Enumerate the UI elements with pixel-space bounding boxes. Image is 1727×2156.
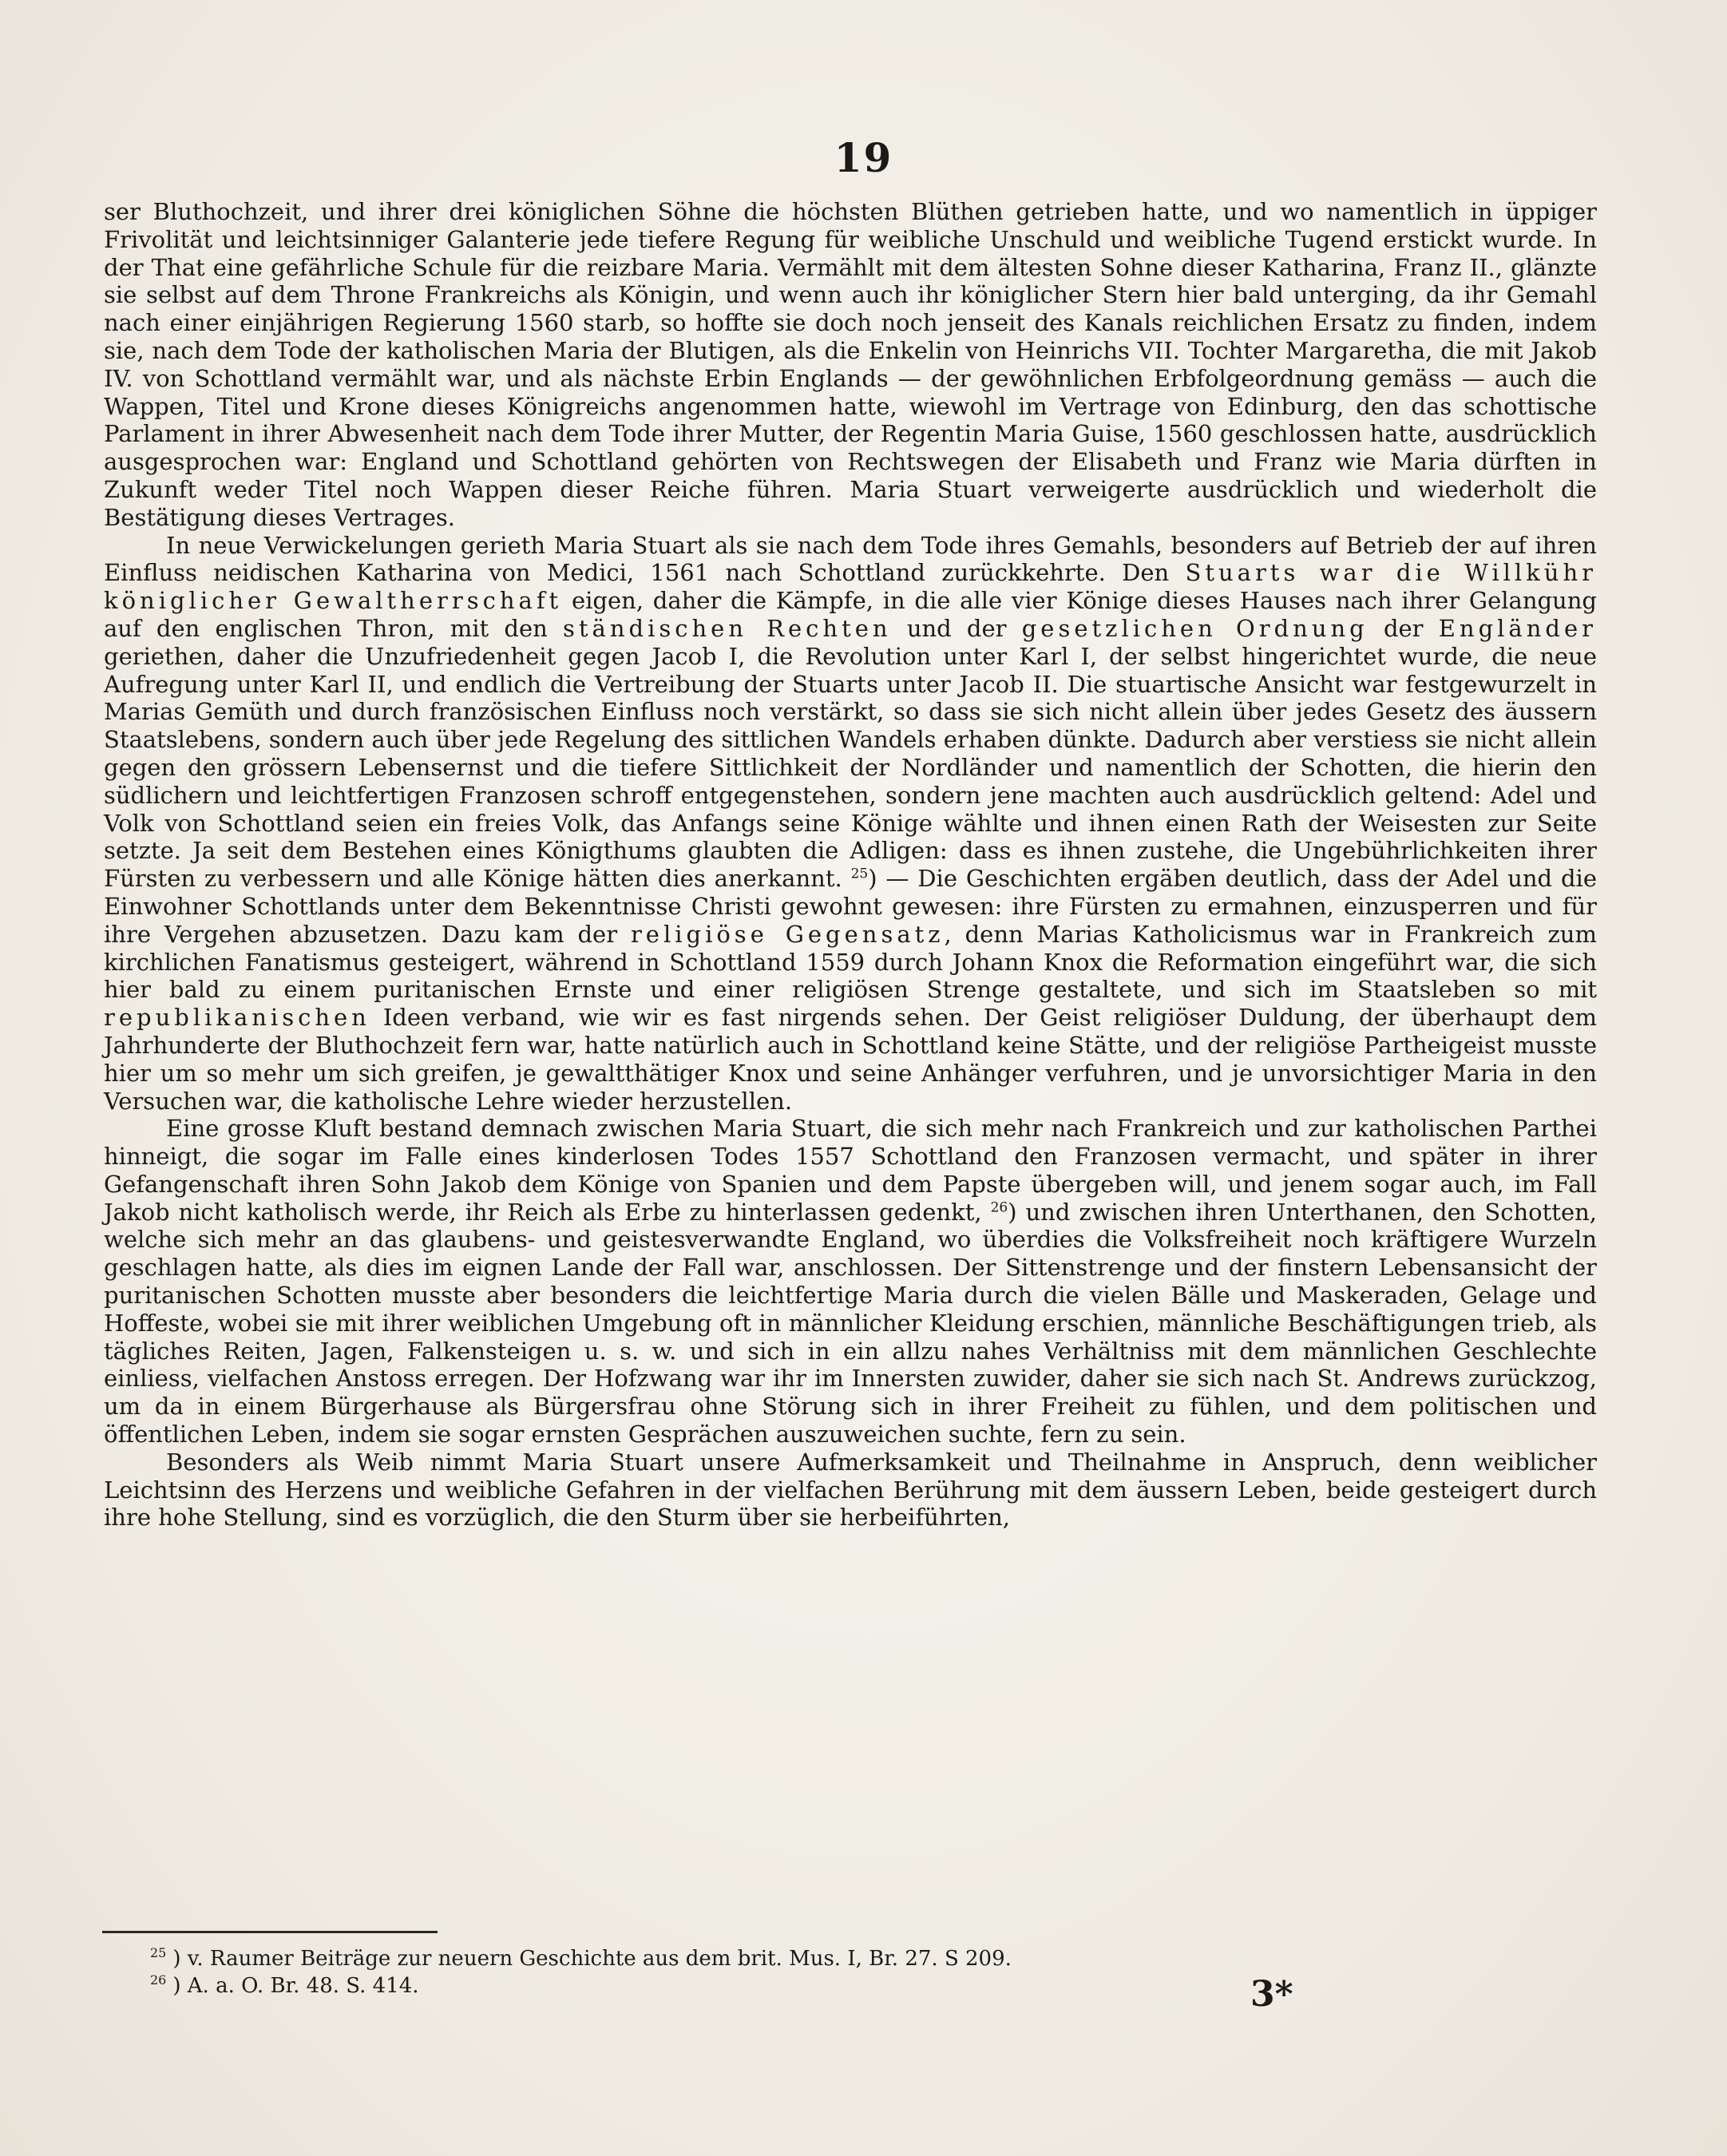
footnote-mark: 26 <box>150 1972 167 1988</box>
footnotes <box>150 1945 1348 1999</box>
paragraph <box>104 198 1597 532</box>
footnote <box>150 1972 1348 1999</box>
text-run: der <box>1368 614 1439 642</box>
text-run: ser Bluthochzeit, und ihrer drei königlichen Söhne die höchsten Blüthen getrieben hatte, und wo namentlich in üppiger Frivolität und leichtsinniger Galanterie jede tiefere Regung für weibliche Unschuld und weibliche Tugend erstickt wurde. In der That eine gefährliche Schule für die reizbare Maria. Vermählt mit dem ältesten Sohne dieser Katharina, Franz II., glänzte sie selbst auf dem Throne Frankreichs als Königin, und wenn auch ihr königlicher Stern hier bald unterging, da ihr Gemahl nach einer einjährigen Regierung 1560 starb, so hoffte sie doch noch jenseit des Kanals reichlichen Ersatz zu finden, indem sie, nach dem Tode der katholischen Maria der Blutigen, als die Enkelin von Heinrichs VII. Tochter Margaretha, die mit Jakob IV. von Schottland vermählt war, und als nächste Erbin Englands — der gewöhnlichen Erbfolgeordnung gemäss — auch die Wappen, Titel und Krone dieses Königreichs angenommen hatte, wiewohl im Vertrage von Edinburg, den das schottische Parlament in ihrer Abwesenheit nach dem Tode ihrer Mutter, der Regentin Maria Guise, 1560 geschlossen hatte, ausdrücklich ausgesprochen war: England und Schottland gehörten von Rechtswegen der Elisabeth und Franz wie Maria dürften in Zukunft weder Titel noch Wappen dieser Reiche führen. Maria Stuart verweigerte ausdrücklich und wiederholt die Bestätigung dieses Vertrages. <box>104 198 1597 531</box>
text-run: ) — Die Geschichten ergäben deutlich, dass der Adel und die Einwohner Schottlands unter dem Bekenntnisse Christi gewohnt gewesen: ihre Fürsten zu ermahnen, einzusperren und für ihre Vergehen abzusetzen. Dazu kam der <box>104 865 1597 948</box>
footnote-paren: ) <box>172 1974 188 1998</box>
text-run: In neue Verwickelungen gerieth Maria Stuart als sie nach dem Tode ihres Gemahls, besonders auf Betrieb der auf ihren Einfluss neidischen Katharina von Medici, 1561 nach Schottland zurückkehrte. Den <box>104 531 1597 587</box>
spaced-emphasis: Engländer <box>1438 614 1597 642</box>
spaced-emphasis: religiöse Gegensatz <box>630 920 945 948</box>
text-run: und der <box>891 614 1022 642</box>
footnote-reference: 26 <box>990 1199 1008 1216</box>
page-number: 19 <box>834 134 893 181</box>
footnote-mark: 25 <box>150 1945 167 1961</box>
footnote-text: A. a. O. Br. 48. S. 414. <box>187 1974 419 1998</box>
text-run: ) und zwischen ihren Unterthanen, den Schotten, welche sich mehr an das glaubens- und geistesverwandte England, wo überdies die Volksfreiheit noch kräftigere Wurzeln geschlagen hatte, als dies im eignen Lande der Fall war, anschlossen. Der Sittenstrenge und der finstern Lebensansicht der puritanischen Schotten musste aber besonders die leichtfertige Maria durch die vielen Bälle und Maskeraden, Gelage und Hoffeste, wobei sie mit ihrer weiblichen Umgebung oft in männlicher Kleidung erschien, männliche Beschäftigungen trieb, als tägliches Reiten, Jagen, Falkensteigen u. s. w. und sich in ein allzu nahes Verhältniss mit dem männlichen Geschlechte einliess, vielfachen Anstoss erregen. Der Hofzwang war ihr im Innersten zuwider, daher sie sich nach St. Andrews zurückzog, um da in einem Bürgerhause als Bürgersfrau ohne Störung sich in ihrer Freiheit zu fühlen, und dem politischen und öffentlichen Leben, indem sie sogar ernsten Gesprächen auszuweichen suchte, fern zu sein. <box>104 1198 1597 1449</box>
text-run: , denn Marias Katholicismus war in Frankreich zum kirchlichen Fanatismus gesteigert, während in Schottland 1559 durch Johann Knox die Reformation eingeführt war, die sich hier bald zu einem puritanischen Ernste und einer religiösen Strenge gestaltete, und sich im Staatsleben so mit <box>104 920 1597 1004</box>
text-run: eigen, daher die Kämpfe, in die alle vier Könige dieses Hauses nach ihrer Gelangung auf den englischen Thron, mit den <box>104 587 1597 642</box>
footnote-paren: ) <box>172 1947 188 1971</box>
body-text <box>104 198 1597 1532</box>
paragraph <box>104 1115 1597 1449</box>
spaced-emphasis: Stuarts war die Willkühr königlicher Gewaltherrschaft <box>104 559 1597 615</box>
text-run: geriethen, daher die Unzufriedenheit gegen Jacob I, die Revolution unter Karl I, der selbst hingerichtet wurde, die neue Aufregung unter Karl II, und endlich die Vertreibung der Stuarts unter Jacob II. Die stuartische Ansicht war festgewurzelt in Marias Gemüth und durch französischen Einfluss noch verstärkt, so dass sie sich nicht allein über jedes Gesetz des äussern Staatslebens, sondern auch über jede Regelung des sittlichen Wandels erhaben dünkte. Dadurch aber verstiess sie nicht allein gegen den grössern Lebensernst und die tiefere Sittlichkeit der Nordländer und namentlich der Schotten, die hierin den südlichern und leichtfertigen Franzosen schroff entgegenstehen, sondern jene machten auch ausdrücklich geltend: Adel und Volk von Schottland seien ein freies Volk, das Anfangs seine Könige wählte und ihnen einen Rath der Weisesten zur Seite setzte. Ja seit dem Bestehen eines Königthums glaubten die Adligen: dass es ihnen zustehe, die Ungebührlichkeiten ihrer Fürsten zu verbessern und alle Könige hätten dies anerkannt. <box>104 642 1597 893</box>
footnote-reference: 25 <box>850 866 869 882</box>
spaced-emphasis: gesetzlichen Ordnung <box>1021 614 1369 642</box>
paragraph <box>104 532 1597 1116</box>
spaced-emphasis: ständischen Rechten <box>563 614 892 642</box>
text-run: Eine grosse Kluft bestand demnach zwischen Maria Stuart, die sich mehr nach Frankreich und zur katholischen Parthei hinneigt, die sogar im Falle eines kinderlosen Todes 1557 Schottland den Franzosen vermacht, und später in ihrer Gefangenschaft ihren Sohn Jakob dem Könige von Spanien und dem Papste übergeben will, und jenem sogar auch, im Fall Jakob nicht katholisch werde, ihr Reich als Erbe zu hinterlassen gedenkt, <box>104 1115 1597 1226</box>
paragraph <box>104 1449 1597 1532</box>
footnote <box>150 1945 1348 1972</box>
footnote-rule <box>102 1931 438 1933</box>
text-run: Besonders als Weib nimmt Maria Stuart unsere Aufmerksamkeit und Theilnahme in Anspruch, denn weiblicher Leichtsinn des Herzens und weibliche Gefahren in der vielfachen Berührung mit dem äussern Leben, beide gesteigert durch ihre hohe Stellung, sind es vorzüglich, die den Sturm über sie herbeiführten, <box>104 1448 1597 1532</box>
spaced-emphasis: republikanischen <box>104 1004 370 1032</box>
printer-signature-mark: 3* <box>1250 1974 1293 2015</box>
text-run: Ideen verband, wie wir es fast nirgends sehen. Der Geist religiöser Duldung, der überhaupt dem Jahrhunderte der Bluthochzeit fern war, hatte natürlich auch in Schottland keine Stätte, und der religiöse Partheigeist musste hier um so mehr um sich greifen, je gewaltthätiger Knox und seine Anhänger verfuhren, und je unvorsichtiger Maria in den Versuchen war, die katholische Lehre wieder herzustellen. <box>104 1004 1597 1115</box>
footnote-text: v. Raumer Beiträge zur neuern Geschichte aus dem brit. Mus. I, Br. 27. S 209. <box>187 1947 1012 1971</box>
